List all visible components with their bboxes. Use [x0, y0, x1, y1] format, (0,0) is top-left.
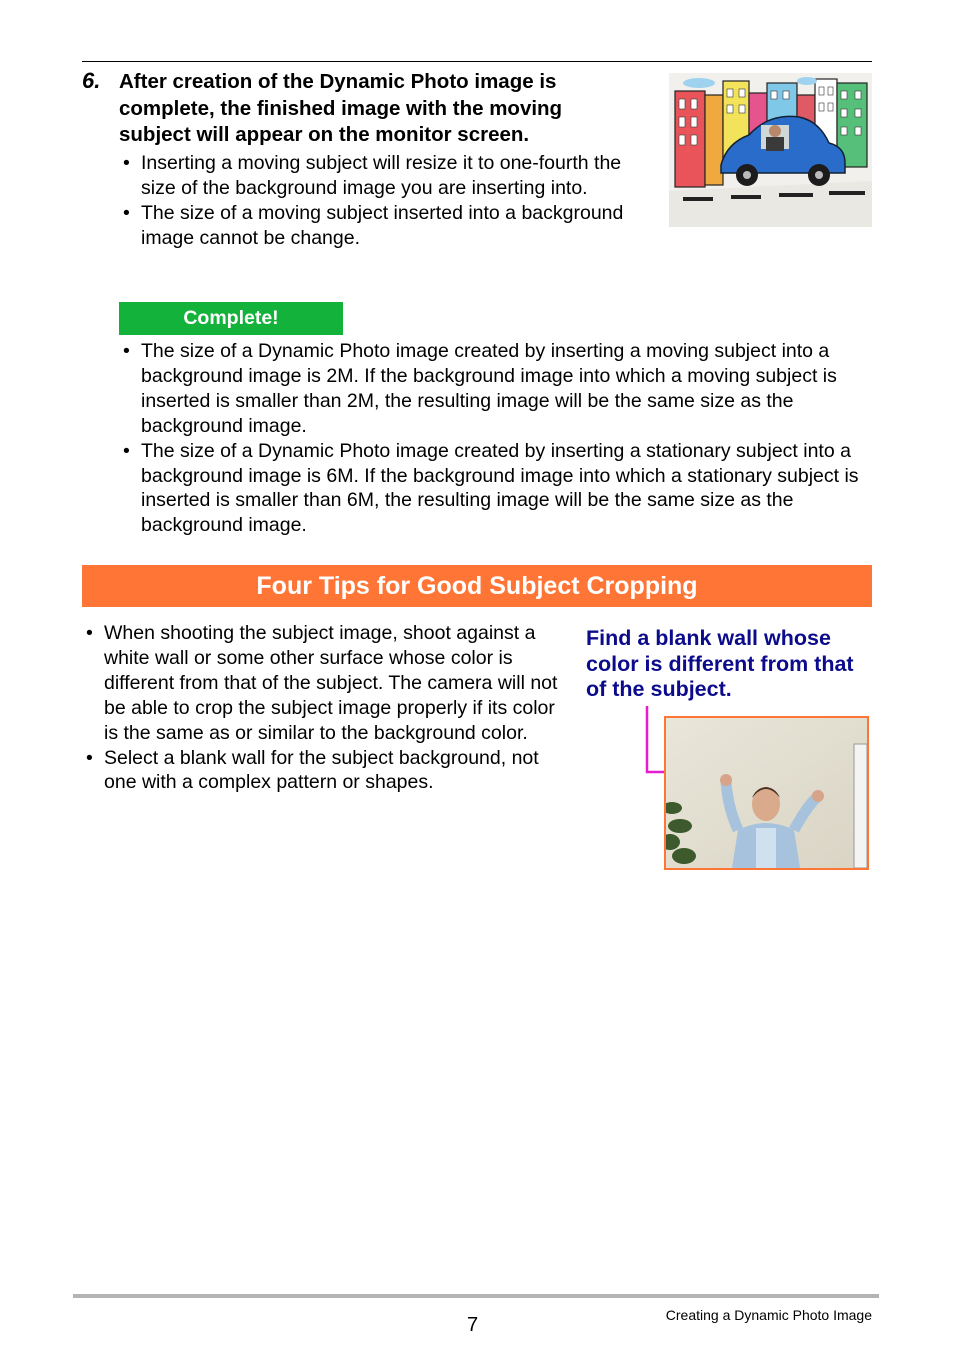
list-item: • The size of a Dynamic Photo image created by inserting a stationary subject into a background image is 6M. If the background image into which a stationary subject is inserted is smaller than 6M, the resulting image will be the same size as the background image.: [123, 439, 859, 537]
list-item: • Inserting a moving subject will resize it to one-fourth the size of the background image you are inserting into.: [123, 152, 622, 199]
dynamic-photo-example-image: [669, 73, 872, 227]
note-text: The size of a Dynamic Photo image created by inserting a moving subject into a background image is 2M. If the background image into which a moving subject is inserted is smaller than 2M, the resulting image will be the same size as the background image.: [141, 340, 837, 437]
note-text: The size of a Dynamic Photo image created by inserting a stationary subject into a background image is 6M. If the background image into which a stationary subject is inserted is smaller than 6M, the resulting image will be the same size as the background image.: [141, 439, 859, 537]
step-instruction: After creation of the Dynamic Photo image is complete, the finished image with the moving subject will appear on the monitor screen.: [119, 70, 563, 146]
footer-rule: [73, 1294, 879, 1298]
tip-text: Select a blank wall for the subject background, not one with a complex pattern or shapes.: [104, 746, 539, 794]
page-number: 7: [467, 1314, 479, 1336]
section-heading: Four Tips for Good Subject Cropping: [82, 565, 872, 607]
complete-notes-list: [119, 339, 879, 538]
step-notes-list: [119, 151, 639, 251]
note-text: Inserting a moving subject will resize it to one-fourth the size of the background image you are inserting into.: [141, 152, 622, 199]
callout-text: Find a blank wall whose color is different from that of the subject.: [586, 626, 854, 701]
note-text: The size of a moving subject inserted into a background image cannot be change.: [141, 201, 624, 249]
complete-badge: Complete!: [119, 302, 343, 335]
list-item: • When shooting the subject image, shoot against a white wall or some other surface whose color is different from that of the subject. The camera will not be able to crop the subject image properly if its color is the same as or similar to the background color.: [86, 622, 558, 744]
footer-chapter-title: Creating a Dynamic Photo Image: [665, 1307, 872, 1323]
step-number: 6.: [82, 68, 101, 93]
list-item: • Select a blank wall for the subject background, not one with a complex pattern or shapes.: [86, 746, 539, 794]
top-rule: [82, 61, 872, 62]
list-item: • The size of a moving subject inserted into a background image cannot be change.: [123, 201, 624, 249]
list-item: • The size of a Dynamic Photo image created by inserting a moving subject into a background image is 2M. If the background image into which a moving subject is inserted is smaller than 2M, the resulting image will be the same size as the background image.: [123, 340, 837, 437]
subject-wall-example-image: [664, 716, 869, 870]
tip-text: When shooting the subject image, shoot against a white wall or some other surface whose color is different from that of the subject. The camera will not be able to crop the subject image properly if its color is the same as or similar to the background color.: [104, 622, 558, 744]
tips-list: [82, 621, 572, 795]
